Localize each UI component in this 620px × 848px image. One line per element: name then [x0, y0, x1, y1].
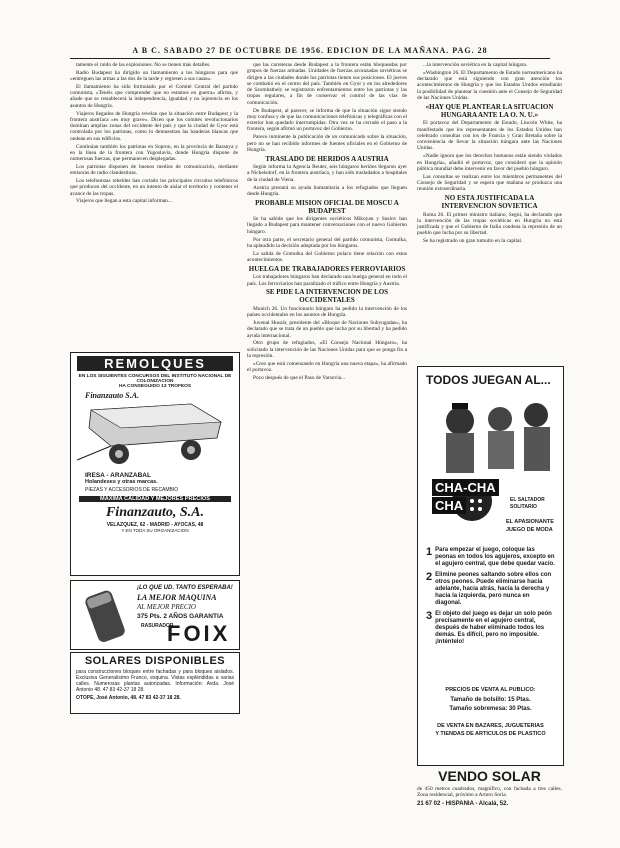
article-paragraph: Continúan también los patriotas en Sopron, en la provincia de Baranya y en la línea de la frontera con Yugoslavia, donde Hungría dispone de numerosas fuerzas, que permanecen desplegadas. [70, 143, 238, 163]
ad-chachacha [417, 366, 564, 766]
article-paragraph: Juvenal Huszár, presidente del «Bloque de Naciones Subyugadas», ha declarado que se trata de un pueblo que lucha por su libertad y ha pedido ayuda internacional. [247, 319, 407, 339]
article-paragraph: Viajeros que llegan a esta capital informan... [76, 198, 172, 205]
game-step-text: El objeto del juego es dejar un solo peón precisamente en el agujero central, después de haber eliminado todos los demás. Es difícil, pero no imposible. ¡Inténtelo! [435, 611, 552, 645]
ad-chacha-tag1: EL APASIONANTE [506, 519, 554, 525]
ad-solares-phone: OTOPE, José Antonio, 48. 47 83 42-37 18 28. [76, 695, 181, 701]
ad-chacha-sale1: DE VENTA EN BAZARES, JUGUETERIAS [437, 723, 544, 729]
article-paragraph: El llamamiento ha sido formulado por el Comité Central del partido comunista, «Tenéis que comprender que no estamos en guerra» afirma, y añade que se restablecerá la independencia, igualdad y no injerencia en los asuntos de Hungría. [70, 83, 238, 109]
ad-chacha-game2: CHA [432, 497, 466, 514]
game-step-number: 1 [426, 546, 433, 558]
article-headline: SE PIDE LA INTERVENCION DE LOS OCCIDENTALES [265, 288, 389, 305]
ad-remolques-title: REMOLQUES [77, 356, 233, 371]
ad-foix-line2: LA MEJOR MAQUINA [137, 593, 217, 602]
article-paragraph: La salida de Gomulka del Gobierno polaco tiene relación con estos acontecimientos. [247, 250, 407, 263]
article-paragraph: Se ha registrado un gran tumulto en la capital. [423, 238, 523, 245]
ad-remolques-stock: PIEZAS Y ACCESORIOS DE RECAMBIO [85, 487, 179, 493]
article-paragraph: De Budapest, al parecer, se informa de que la situación sigue siendo muy confusa y de que las comunicaciones telefónicas y telegráficas con el exterior han quedado interrumpidas. Otra vez se ha cerrado el paso a la frontera, según afirmó un portavoz del Gobierno. [247, 107, 407, 133]
game-step [426, 547, 556, 568]
ad-chacha-steps [426, 543, 556, 646]
ad-chacha-sale2: Y TIENDAS DE ARTICULOS DE PLASTICO [435, 731, 546, 737]
game-step [426, 611, 556, 646]
article-paragraph: Parece inminente la publicación de un comunicado sobre la situación, pero no se han recibido informes de fuentes oficiales en el Gobierno de Hungría. [247, 134, 407, 153]
article-headline: HUELGA DE TRABAJADORES FERROVIARIOS [248, 264, 406, 273]
figure-3-head [524, 403, 548, 427]
game-step-number: 3 [426, 610, 433, 622]
ad-vendo-footer: 21 67 02 - HISPANIA - Alcalá, 52. [417, 800, 509, 807]
article-paragraph: que las carreteras desde Budapest a la frontera están bloqueadas por grupos de fuerzas armadas. Unidades de fuerzas acorazadas soviéticas se dirigen a las ciudades donde los patriotas tienen sus posiciones. El jueves se combatió en el centro del país. También en Gyor y en los alrededores de Szombathely se registraron enfrentamientos entre los patriotas y las tropas regulares, a fin de conservar el control de las vías de comunicación. [247, 62, 407, 106]
ad-vendo-solar [417, 768, 562, 838]
ad-chacha-price2: Tamaño sobremesa: 30 Ptas. [449, 706, 532, 712]
article-paragraph: Austria prestará su ayuda humanitaria a los refugiados que lleguen desde Hungría. [247, 184, 407, 197]
article-paragraph: Radio Budapest ha dirigido un llamamiento a los húngaros para que «entreguen las armas a las dos de la tarde y regresen a sus casas». [70, 69, 238, 83]
ad-chacha-price1: Tamaño de bolsillo: 15 Ptas. [450, 697, 531, 703]
figure-3-body [524, 427, 550, 471]
ad-foix-brand-pre: RASURADOR [141, 623, 174, 629]
page-header: A B C. SABADO 27 DE OCTUBRE DE 1956. EDICION DE LA MAÑANA. PAG. 28 [132, 46, 488, 55]
article-paragraph: Los telefonistas rebeldes han cortado los principales circuitos telefónicos que producen del occidente, en un intento de aislar el territorio y contener el avance de las tropas. [70, 178, 238, 197]
game-step-text: Elimine peones saltando sobre ellos con otros peones. Puede eliminarse hacia adelante, hacia atrás, hacia la derecha y hacia la izquierda, pero nunca en diagonal. [435, 572, 552, 606]
ad-chacha-game1: CHA-CHA [432, 479, 499, 496]
ad-chacha-sub1: EL SALTADOR [510, 497, 545, 503]
game-step-text: Para empezar el juego, coloque las peonas en todos los agujeros, excepto en el agujero central, que debe quedar vacío. [435, 547, 555, 567]
article-paragraph: Los trabajadores húngaros han declarado una huelga general en todo el país. Los ferroviarios han paralizado el tráfico entre Hungría y Austria. [247, 274, 407, 287]
column-1 [70, 62, 238, 344]
game-step [426, 572, 556, 607]
article-paragraph: tamente el ruido de las explosiones. No se tienen más detalles. [76, 62, 211, 68]
trailer-drawbar [77, 446, 111, 460]
article-paragraph: Por otra parte, el secretario general del partido comunista, Gomulka, ha aplaudido la decisión adoptada por los húngaros. [247, 236, 407, 249]
figure-2-body [488, 431, 514, 469]
ad-foix-brand: FOIX [167, 621, 231, 646]
figure-1-head [446, 407, 474, 435]
game-step-number: 2 [426, 571, 433, 583]
ad-foix-price: 375 Pts. 2 AÑOS GARANTIA [137, 613, 224, 620]
ad-solares [70, 652, 240, 714]
article-paragraph: Según informa la Agencia Reuter, seis húngaros heridos llegaron ayer a Nickelsdorf, en la frontera austríaca, y han sido trasladados a hospitales de la ciudad de Viena. [247, 164, 407, 183]
trailer-illustration [71, 400, 237, 472]
ad-solares-title: SOLARES DISPONIBLES [84, 655, 226, 667]
ad-remolques-brand-script: Finanzauto S.A. [85, 391, 140, 400]
article-paragraph: El portavoz del Departamento de Estado, Lincoln White, ha manifestado que los representantes de los Estados Unidos han celebrado consultas con los de Francia y Gran Bretaña sobre la conveniencia de llevar la situación húngara ante las Naciones Unidas. [417, 120, 562, 152]
article-headline: PROBABLE MISION OFICIAL DE MOSCU A BUDAPEST [255, 198, 399, 215]
ad-remolques-address: VELAZQUEZ, 62 - MADRID - AYOCAS, 48 [106, 522, 204, 528]
article-paragraph: Se ha sabido que los dirigentes soviéticos Mikoyan y Suslov han llegado a Budapest para mantener conversaciones con el nuevo Gobierno húngaro. [247, 216, 407, 235]
column-2 [247, 62, 407, 840]
article-headline: «HAY QUE PLANTEAR LA SITUACION HUNGARA ANTE LA O. N. U.» [425, 102, 554, 119]
article-paragraph: «Nadie ignora que los derechos humanos están siendo violados en Hungría», añadió el portavoz, que consideró que la opinión pública mundial debe intervenir en favor del pueblo húngaro. [417, 153, 562, 172]
ad-remolques-sub2: HA CONSEGUIDO 13 TROFEOS [118, 384, 192, 389]
header-rule [70, 58, 550, 59]
article-paragraph: «Creo que está comenzando en Hungría una nueva etapa», ha afirmado el portavoz. [247, 360, 407, 373]
ad-remolques-address2: Y EN TODA SU ORGANIZACION [121, 528, 189, 533]
article-headline: TRASLADO DE HERIDOS A AUSTRIA [265, 154, 389, 163]
article-paragraph: Munich 26. Un funcionario húngaro ha pedido la intervención de los países occidentales en los asuntos de Hungría. [247, 305, 407, 319]
ad-chacha-tag2: JUEGO DE MODA [506, 527, 553, 533]
figure-2-head [488, 407, 512, 431]
figure-1-body [446, 433, 474, 473]
ad-solares-text: para construcciones bloques entre fachadas y para bloques aislados. Exclusiva Generalísimo Franco, esquina. Vistas espléndidas a varias calles. Numerosas plantas autorizadas. Información: Avda. José Antonio 48. 47 83 42-37 18 28. [76, 669, 234, 693]
ad-remolques-brand: Finanzauto, S.A. [105, 505, 205, 520]
ad-remolques-slogan: MAXIMA CALIDAD Y MEJORES PRECIOS [79, 496, 231, 502]
ad-remolques [70, 352, 240, 576]
shaver-illustration [77, 586, 135, 644]
article-paragraph: Viajeros llegados de Hungría revelan que la situación entre Budapest y la frontera austríaca «es muy grave». Dicen que los comités revolucionarios dominan amplias zonas del occidente del país y que la ciudad de Gyor está controlada por los patriotas, como lo demuestran las banderas blancas que ondean en sus edificios. [70, 110, 238, 142]
ad-chacha-sub2: SOLITARIO [510, 504, 537, 510]
ad-foix-line3: AL MEJOR PRECIO [137, 603, 196, 611]
ad-chacha-title: TODOS JUEGAN AL... [426, 373, 551, 387]
article-headline: NO ESTA JUSTIFICADA LA INTERVENCION SOVIETICA [441, 194, 538, 211]
figure-1-hat [452, 403, 468, 409]
column-3 [417, 62, 562, 362]
ad-vendo-text: de 450 metros cuadrados, magnífico, con fachada a tres calles. Zona residencial, próximo a Arturo Soria. [417, 786, 562, 799]
article-paragraph: Poco después de que el Paso de Varsovia... [253, 374, 346, 381]
ad-foix-line1: ¡LO QUE UD. TANTO ESPERABA! [137, 585, 233, 591]
ad-remolques-subtitle: EN LOS SIGUIENTES CONCURSOS DEL INSTITUTO NACIONAL DE COLONIZACION [78, 374, 232, 384]
article-paragraph: Las consultas se realizan entre los miembros permanentes del Consejo de Seguridad y se espera que mañana se produzca una reunión extraordinaria. [417, 173, 562, 193]
ad-remolques-iresa-sub: Holandeses y otras marcas. [85, 479, 158, 485]
ad-foix [70, 580, 240, 650]
article-paragraph: ...la intervención soviética en la capital húngara. [423, 62, 528, 68]
article-paragraph: Otro grupo de refugiados, «El Consejo Nacional Húngaro», ha solicitado la intervención de las Naciones Unidas para que se ponga fin a la represión. [247, 340, 407, 359]
article-paragraph: Roma 26. El primer ministro italiano, Segni, ha declarado que la intervención de las tropas soviéticas en Hungría no está justificada y que el Gobierno de Italia condena la represión de un pueblo que lucha por su libertad. [417, 211, 562, 237]
ad-chacha-prices-head: PRECIOS DE VENTA AL PUBLICO: [445, 687, 536, 693]
article-paragraph: «Washington 26. El Departamento de Estado norteamericano ha declarado que está siguiendo con gran atención los acontecimientos de Hungría y que los Estados Unidos estudiarán la posibilidad de plantear la cuestión ante el Consejo de Seguridad de las Naciones Unidas. [417, 69, 562, 101]
article-paragraph: Los patriotas disponen de buenos medios de comunicación, mediante emisoras de radio clandestinas. [70, 163, 238, 177]
ad-remolques-iresa: IRESA - ARANZABAL [85, 472, 151, 479]
ad-vendo-title: VENDO SOLAR [438, 768, 541, 784]
